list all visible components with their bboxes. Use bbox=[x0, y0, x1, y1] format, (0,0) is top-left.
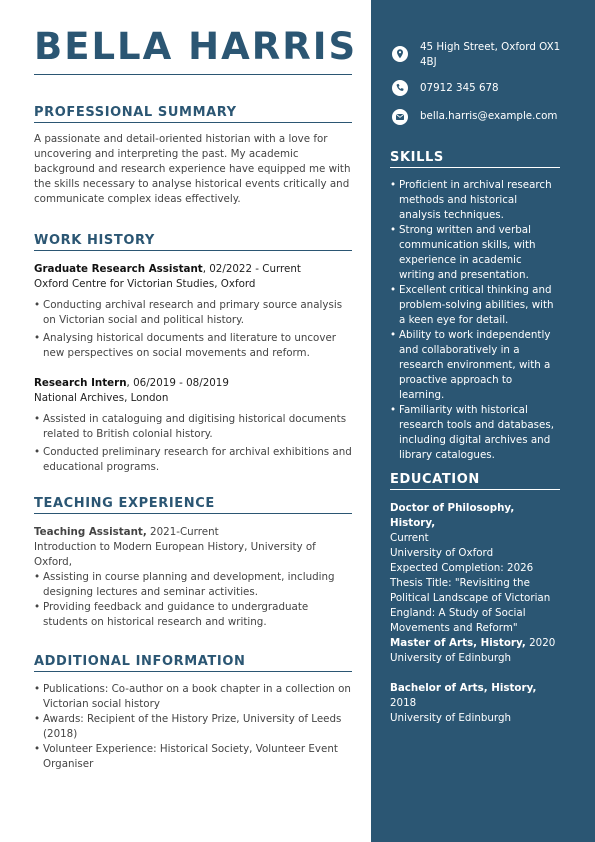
list-item: • Awards: Recipient of the History Prize, University of Leeds (2018) bbox=[34, 712, 352, 742]
teaching-course: Introduction to Modern European History, University of Oxford, bbox=[34, 541, 316, 568]
job-dates: , 02/2022 - Current bbox=[202, 263, 301, 275]
list-item: • Assisting in course planning and development, including designing lectures and seminar activities. bbox=[34, 570, 352, 600]
list-item: • Excellent critical thinking and problem-solving abilities, with a keen eye for detail. bbox=[390, 283, 558, 328]
skills-list bbox=[390, 178, 558, 463]
summary-section bbox=[34, 105, 352, 207]
list-item: • Providing feedback and guidance to undergraduate students on historical research and writing. bbox=[34, 600, 352, 630]
list-item: • Strong written and verbal communication skills, with experience in academic writing and presentation. bbox=[390, 223, 558, 283]
teaching-header bbox=[34, 525, 352, 540]
job-header bbox=[34, 262, 352, 277]
school-name: University of Edinburgh bbox=[390, 712, 512, 724]
list-item: • Proficient in archival research methods and historical analysis techniques. bbox=[390, 178, 558, 223]
teaching-dates: 2021-Current bbox=[146, 526, 219, 538]
degree-status: Current bbox=[390, 532, 429, 544]
job-organisation: Oxford Centre for Victorian Studies, Oxford bbox=[34, 278, 256, 290]
degree-detail: Expected Completion: 2026 bbox=[390, 562, 534, 574]
list-item: • Conducted preliminary research for archival exhibitions and educational programs. bbox=[34, 445, 352, 475]
candidate-name: BELLA HARRIS bbox=[34, 25, 358, 68]
summary-heading: PROFESSIONAL SUMMARY bbox=[34, 105, 352, 123]
teaching-role: Teaching Assistant, bbox=[34, 526, 147, 538]
thesis-title: Thesis Title: "Revisiting the Political Landscape of Victorian England: A Study of Social Movements and Reform" bbox=[390, 577, 551, 634]
list-item: • Analysing historical documents and literature to uncover new perspectives on social movements and reform. bbox=[34, 331, 352, 361]
list-item: • Conducting archival research and primary source analysis on Victorian social and political history. bbox=[34, 298, 352, 328]
job-dates: , 06/2019 - 08/2019 bbox=[126, 377, 229, 389]
degree-title: Bachelor of Arts, History, bbox=[390, 682, 537, 694]
name-divider bbox=[34, 74, 352, 75]
list-item: • Ability to work independently and collaboratively in a research environment, with a proactive approach to learning. bbox=[390, 328, 558, 403]
list-item: • Familiarity with historical research tools and databases, including digital archives and library catalogues. bbox=[390, 403, 558, 463]
degree-year: 2018 bbox=[390, 697, 417, 709]
contact-phone: 07912 345 678 bbox=[420, 82, 499, 94]
skills-heading: SKILLS bbox=[390, 150, 560, 168]
work-history-section bbox=[34, 233, 352, 478]
list-item: • Assisted in cataloguing and digitising historical documents related to British colonial history. bbox=[34, 412, 352, 442]
education-entry bbox=[390, 636, 562, 666]
education-entry bbox=[390, 501, 562, 636]
list-item: • Publications: Co-author on a book chapter in a collection on Victorian social history bbox=[34, 682, 352, 712]
job-role: Graduate Research Assistant bbox=[34, 263, 203, 275]
email-icon bbox=[392, 109, 408, 125]
work-history-heading: WORK HISTORY bbox=[34, 233, 352, 251]
teaching-heading: TEACHING EXPERIENCE bbox=[34, 496, 352, 514]
job-organisation: National Archives, London bbox=[34, 392, 169, 404]
teaching-section bbox=[34, 496, 352, 630]
job-role: Research Intern bbox=[34, 377, 127, 389]
location-icon bbox=[392, 46, 408, 62]
school-name: University of Edinburgh bbox=[390, 652, 512, 664]
education-heading: EDUCATION bbox=[390, 472, 560, 490]
school-name: University of Oxford bbox=[390, 547, 494, 559]
additional-heading: ADDITIONAL INFORMATION bbox=[34, 654, 352, 672]
contact-address: 45 High Street, Oxford OX1 4BJ bbox=[420, 41, 561, 68]
contact-email[interactable]: bella.harris@example.com bbox=[420, 110, 558, 122]
list-item: • Volunteer Experience: Historical Society, Volunteer Event Organiser bbox=[34, 742, 352, 772]
additional-section bbox=[34, 654, 352, 772]
summary-text: A passionate and detail-oriented historian with a love for uncovering and interpreting the past. My academic background and research experience have equipped me with the skills necessary to analyse historical events critically and communicate complex ideas effectively. bbox=[34, 133, 351, 205]
degree-title: Master of Arts, History, bbox=[390, 637, 526, 649]
degree-title: Doctor of Philosophy, History, bbox=[390, 502, 515, 529]
job-header bbox=[34, 376, 352, 391]
degree-year: 2020 bbox=[525, 637, 556, 649]
education-entry bbox=[390, 681, 562, 726]
phone-icon bbox=[392, 80, 408, 96]
